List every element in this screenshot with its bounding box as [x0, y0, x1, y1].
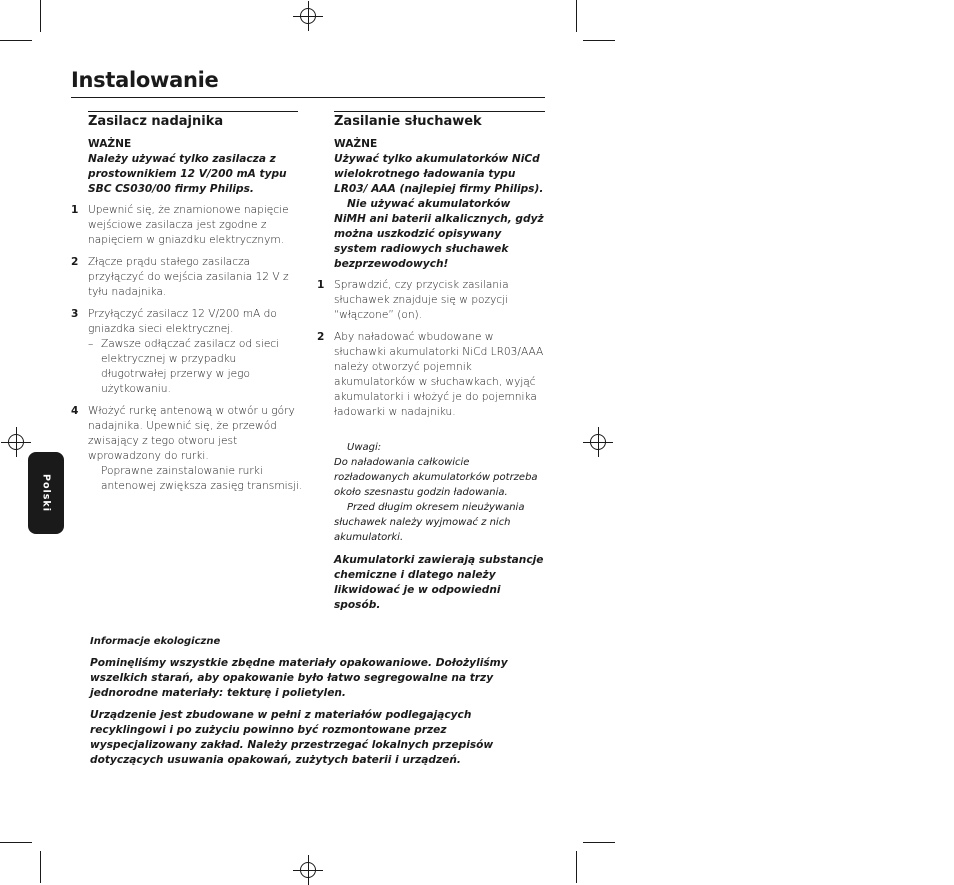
- step-number: 1: [317, 279, 325, 291]
- list-item: [71, 203, 303, 248]
- right-column: [317, 114, 545, 613]
- list-item: [71, 404, 303, 494]
- crop-mark: [583, 40, 615, 41]
- section-heading: Zasilacz nadajnika: [88, 114, 224, 129]
- registration-mark-icon: [1, 427, 31, 457]
- crop-mark: [0, 842, 32, 843]
- left-column-divider: [88, 111, 298, 112]
- notes-block: [317, 440, 545, 545]
- notes-text: Do naładowania całkowicie rozładowanych akumulatorków potrzeba około szesnastu godzin ładowania.: [334, 457, 538, 498]
- step-text: Przyłączyć zasilacz 12 V/200 mA do gniazdka sieci elektrycznej.: [88, 308, 277, 335]
- crop-mark: [576, 851, 577, 883]
- crop-mark: [576, 0, 577, 32]
- step-text: Sprawdzić, czy przycisk zasilania słuchawek znajduje się w pozycji “włączone” (on).: [334, 279, 509, 321]
- crop-mark: [40, 0, 41, 32]
- step-text: Złącze prądu stałego zasilacza przyłączyć do wejścia zasilania 12 V z tyłu nadajnika.: [88, 256, 289, 298]
- eco-info: [90, 634, 550, 775]
- sub-item: [88, 337, 303, 397]
- step-note: Poprawne zainstalowanie rurki antenowej zwiększa zasięg transmisji.: [101, 465, 303, 492]
- crop-mark: [583, 842, 615, 843]
- eco-paragraph: Urządzenie jest zbudowane w pełni z materiałów podlegających recyklingowi i po zużyciu powinno być rozmontowane przez wyspecjalizowany zakład. Należy przestrzegać lokalnych przepisów dotyczących usuwania opakowań, zużytych baterii i urządzeń.: [90, 709, 494, 766]
- eco-heading: Informacje ekologiczne: [90, 636, 221, 647]
- list-item: [71, 255, 303, 300]
- important-label: WAŻNE: [88, 138, 132, 150]
- left-column: [71, 114, 303, 501]
- crop-mark: [0, 40, 32, 41]
- language-tab: [28, 452, 64, 534]
- step-number: 3: [71, 308, 79, 320]
- step-number: 4: [71, 405, 79, 417]
- important-text: Należy używać tylko zasilacza z prostownikiem 12 V/200 mA typu SBC CS030/00 firmy Philips.: [88, 153, 287, 195]
- dash-icon: –: [88, 338, 94, 350]
- list-item: [317, 330, 545, 420]
- registration-mark-icon: [293, 1, 323, 31]
- important-label: WAŻNE: [334, 138, 378, 150]
- step-text: Upewnić się, że znamionowe napięcie wejściowe zasilacza jest zgodne z napięciem w gniazdku elektrycznym.: [88, 204, 289, 246]
- section-heading: Zasilanie słuchawek: [334, 114, 482, 129]
- page-title: Instalowanie: [71, 68, 219, 92]
- step-number: 1: [71, 204, 79, 216]
- notes-label: Uwagi:: [347, 442, 382, 453]
- registration-mark-icon: [293, 855, 323, 885]
- notes-text: Przed długim okresem nieużywania słuchawek należy wyjmować z nich akumulatorki.: [334, 502, 525, 543]
- step-text: Aby naładować wbudowane w słuchawki akumulatorki NiCd LR03/AAA należy otworzyć pojemnik akumulatorków w słuchawkach, wyjąć akumulatorki i włożyć je do pojemnika ładowarki w nadajniku.: [334, 331, 544, 418]
- language-tab-label: Polski: [40, 474, 52, 512]
- step-number: 2: [317, 331, 325, 343]
- list-item: [71, 307, 303, 397]
- crop-mark: [40, 851, 41, 883]
- list-item: [317, 278, 545, 323]
- step-text: Włożyć rurkę antenową w otwór u góry nadajnika. Upewnić się, że przewód zwisający z tego otworu jest wprowadzony do rurki.: [88, 405, 295, 462]
- important-text: Używać tylko akumulatorków NiCd wielokrotnego ładowania typu LR03/ AAA (najlepiej firmy Philips).: [334, 153, 544, 195]
- right-column-divider: [334, 111, 545, 112]
- title-divider: [71, 97, 545, 98]
- registration-mark-icon: [583, 427, 613, 457]
- important-text: Nie używać akumulatorków NiMH ani baterii alkalicznych, gdyż można uszkodzić opisywany system radiowych słuchawek bezprzewodowych!: [334, 198, 544, 270]
- sub-item-text: Zawsze odłączać zasilacz od sieci elektrycznej w przypadku długotrwałej przerwy w jego użytkowaniu.: [101, 338, 280, 395]
- warning-text: Akumulatorki zawierają substancje chemiczne i dlatego należy likwidować je w odpowiedni sposób.: [334, 554, 544, 611]
- step-number: 2: [71, 256, 79, 268]
- eco-paragraph: Pominęliśmy wszystkie zbędne materiały opakowaniowe. Dołożyliśmy wszelkich starań, aby opakowanie było łatwo segregowalne na trzy jednorodne materiały: tekturę i polietylen.: [90, 657, 508, 699]
